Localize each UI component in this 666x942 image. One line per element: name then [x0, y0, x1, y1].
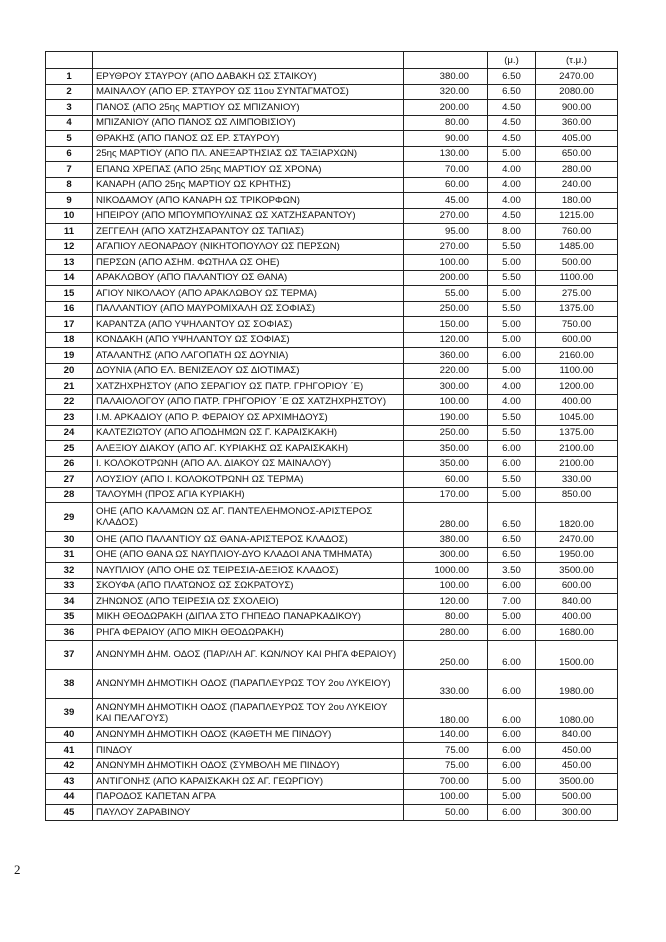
- length-value: 300.00: [404, 547, 488, 563]
- area-value: 1100.00: [536, 270, 618, 286]
- table-row: [46, 131, 618, 147]
- street-name: ΑΝΩΝΥΜΗ ΔΗΜΟΤΙΚΗ ΟΔΟΣ (ΣΥΜΒΟΛΗ ΜΕ ΠΙΝΔΟΥ): [93, 758, 404, 774]
- area-value: 450.00: [536, 743, 618, 759]
- length-value: 1000.00: [404, 563, 488, 579]
- width-value: 6.50: [488, 69, 536, 85]
- street-name: ΡΗΓΑ ΦΕΡΑΙΟΥ (ΑΠΟ ΜΙΚΗ ΘΕΟΔΩΡΑΚΗ): [93, 625, 404, 641]
- table-row: [46, 594, 618, 610]
- row-number: 6: [46, 146, 93, 162]
- row-number: 14: [46, 270, 93, 286]
- area-value: 1100.00: [536, 363, 618, 379]
- area-value: 900.00: [536, 100, 618, 116]
- area-value: 1080.00: [536, 698, 618, 727]
- length-value: 90.00: [404, 131, 488, 147]
- length-value: 280.00: [404, 503, 488, 532]
- length-value: 150.00: [404, 317, 488, 333]
- length-value: 75.00: [404, 758, 488, 774]
- length-value: 700.00: [404, 774, 488, 790]
- street-name: ΣΚΟΥΦΑ (ΑΠΟ ΠΛΑΤΩΝΟΣ ΩΣ ΣΩΚΡΑΤΟΥΣ): [93, 578, 404, 594]
- length-value: 250.00: [404, 425, 488, 441]
- table-row: [46, 208, 618, 224]
- width-value: 6.00: [488, 625, 536, 641]
- width-value: 5.00: [488, 363, 536, 379]
- table-row: [46, 84, 618, 100]
- row-number: 35: [46, 609, 93, 625]
- width-value: 4.50: [488, 208, 536, 224]
- length-value: 270.00: [404, 208, 488, 224]
- width-value: 4.00: [488, 379, 536, 395]
- length-value: 220.00: [404, 363, 488, 379]
- table-row: [46, 177, 618, 193]
- street-name: ΟΗΕ (ΑΠΟ ΠΑΛΑΝΤΙΟΥ ΩΣ ΘΑΝΑ-ΑΡΙΣΤΕΡΟΣ ΚΛΑΔΟΣ): [93, 532, 404, 548]
- street-name: ΠΕΡΣΩΝ (ΑΠΟ ΑΣΗΜ. ΦΩΤΗΛΑ ΩΣ ΟΗΕ): [93, 255, 404, 271]
- area-value: 1375.00: [536, 425, 618, 441]
- area-value: 240.00: [536, 177, 618, 193]
- row-number: 31: [46, 547, 93, 563]
- row-number: 32: [46, 563, 93, 579]
- area-value: 840.00: [536, 727, 618, 743]
- area-value: 2100.00: [536, 441, 618, 457]
- table-row: [46, 472, 618, 488]
- row-number: 9: [46, 193, 93, 209]
- table-row: [46, 547, 618, 563]
- row-number: 39: [46, 698, 93, 727]
- area-value: 2470.00: [536, 69, 618, 85]
- header-cell-area-unit: (τ.μ.): [536, 52, 618, 69]
- length-value: 130.00: [404, 146, 488, 162]
- length-value: 200.00: [404, 270, 488, 286]
- table-row: [46, 332, 618, 348]
- street-name: ΕΠΑΝΩ ΧΡΕΠΑΣ (ΑΠΟ 25ης ΜΑΡΤΙΟΥ ΩΣ ΧΡΟΝΑ): [93, 162, 404, 178]
- area-value: 360.00: [536, 115, 618, 131]
- width-value: 8.00: [488, 224, 536, 240]
- length-value: 100.00: [404, 789, 488, 805]
- width-value: 5.00: [488, 789, 536, 805]
- streets-table-sheet: [45, 51, 617, 821]
- row-number: 17: [46, 317, 93, 333]
- row-number: 3: [46, 100, 93, 116]
- street-name: ΠΑΛΑΙΟΛΟΓΟΥ (ΑΠΟ ΠΑΤΡ. ΓΡΗΓΟΡΙΟΥ ΄Ε ΩΣ ΧΑΤΖΗΧΡΗΣΤΟΥ): [93, 394, 404, 410]
- row-number: 5: [46, 131, 93, 147]
- area-value: 400.00: [536, 394, 618, 410]
- area-value: 3500.00: [536, 563, 618, 579]
- length-value: 50.00: [404, 805, 488, 821]
- length-value: 300.00: [404, 379, 488, 395]
- length-value: 80.00: [404, 609, 488, 625]
- width-value: 5.00: [488, 487, 536, 503]
- row-number: 24: [46, 425, 93, 441]
- table-row: [46, 669, 618, 698]
- length-value: 270.00: [404, 239, 488, 255]
- area-value: 2160.00: [536, 348, 618, 364]
- row-number: 18: [46, 332, 93, 348]
- row-number: 8: [46, 177, 93, 193]
- table-row: [46, 456, 618, 472]
- street-name: 25ης ΜΑΡΤΙΟΥ (ΑΠΟ ΠΛ. ΑΝΕΞΑΡΤΗΣΙΑΣ ΩΣ ΤΑΞΙΑΡΧΩΝ): [93, 146, 404, 162]
- length-value: 360.00: [404, 348, 488, 364]
- street-name: ΑΛΕΞΙΟΥ ΔΙΑΚΟΥ (ΑΠΟ ΑΓ. ΚΥΡΙΑΚΗΣ ΩΣ ΚΑΡΑΙΣΚΑΚΗ): [93, 441, 404, 457]
- row-number: 37: [46, 640, 93, 669]
- width-value: 6.00: [488, 441, 536, 457]
- length-value: 120.00: [404, 594, 488, 610]
- row-number: 19: [46, 348, 93, 364]
- width-value: 4.00: [488, 177, 536, 193]
- row-number: 22: [46, 394, 93, 410]
- street-name: ΔΟΥΝΙΑ (ΑΠΟ ΕΛ. ΒΕΝΙΖΕΛΟΥ ΩΣ ΔΙΟΤΙΜΑΣ): [93, 363, 404, 379]
- row-number: 16: [46, 301, 93, 317]
- width-value: 6.00: [488, 348, 536, 364]
- width-value: 7.00: [488, 594, 536, 610]
- street-name: ΠΑΡΟΔΟΣ ΚΑΠΕΤΑΝ ΑΓΡΑ: [93, 789, 404, 805]
- header-cell-length: [404, 52, 488, 69]
- width-value: 3.50: [488, 563, 536, 579]
- street-name: ΝΑΥΠΛΙΟΥ (ΑΠΟ ΟΗΕ ΩΣ ΤΕΙΡΕΣΙΑ-ΔΕΞΙΟΣ ΚΛΑΔΟΣ): [93, 563, 404, 579]
- street-name: ΠΑΝΟΣ (ΑΠΟ 25ης ΜΑΡΤΙΟΥ ΩΣ ΜΠΙΖΑΝΙΟΥ): [93, 100, 404, 116]
- width-value: 6.50: [488, 547, 536, 563]
- street-name: ΑΝΩΝΥΜΗ ΔΗΜΟΤΙΚΗ ΟΔΟΣ (ΚΑΘΕΤΗ ΜΕ ΠΙΝΔΟΥ): [93, 727, 404, 743]
- table-row: [46, 224, 618, 240]
- length-value: 250.00: [404, 640, 488, 669]
- table-row: [46, 394, 618, 410]
- street-name: ΚΑΝΑΡΗ (ΑΠΟ 25ης ΜΑΡΤΙΟΥ ΩΣ ΚΡΗΤΗΣ): [93, 177, 404, 193]
- row-number: 1: [46, 69, 93, 85]
- area-value: 500.00: [536, 255, 618, 271]
- table-row: [46, 286, 618, 302]
- table-row: [46, 425, 618, 441]
- width-value: 4.00: [488, 193, 536, 209]
- width-value: 6.00: [488, 698, 536, 727]
- page-number: 2: [14, 862, 21, 877]
- table-row: [46, 625, 618, 641]
- row-number: 45: [46, 805, 93, 821]
- width-value: 4.00: [488, 162, 536, 178]
- table-row: [46, 758, 618, 774]
- street-name: ΜΑΙΝΑΛΟΥ (ΑΠΟ ΕΡ. ΣΤΑΥΡΟΥ ΩΣ 11ου ΣΥΝΤΑΓΜΑΤΟΣ): [93, 84, 404, 100]
- length-value: 320.00: [404, 84, 488, 100]
- table-row: [46, 563, 618, 579]
- table-row: [46, 774, 618, 790]
- table-row: [46, 743, 618, 759]
- width-value: 6.50: [488, 503, 536, 532]
- area-value: 1045.00: [536, 410, 618, 426]
- table-row: [46, 100, 618, 116]
- table-row: [46, 410, 618, 426]
- area-value: 1200.00: [536, 379, 618, 395]
- width-value: 4.50: [488, 115, 536, 131]
- table-row: [46, 727, 618, 743]
- street-name: ΚΑΡΑΝΤΖΑ (ΑΠΟ ΥΨΗΛΑΝΤΟΥ ΩΣ ΣΟΦΙΑΣ): [93, 317, 404, 333]
- area-value: 2470.00: [536, 532, 618, 548]
- width-value: 5.00: [488, 286, 536, 302]
- row-number: 12: [46, 239, 93, 255]
- street-name: ΗΠΕΙΡΟΥ (ΑΠΟ ΜΠΟΥΜΠΟΥΛΙΝΑΣ ΩΣ ΧΑΤΖΗΣΑΡΑΝΤΟΥ): [93, 208, 404, 224]
- width-value: 6.50: [488, 84, 536, 100]
- width-value: 6.00: [488, 578, 536, 594]
- area-value: 600.00: [536, 332, 618, 348]
- area-value: 1375.00: [536, 301, 618, 317]
- row-number: 42: [46, 758, 93, 774]
- length-value: 170.00: [404, 487, 488, 503]
- width-value: 6.00: [488, 743, 536, 759]
- row-number: 2: [46, 84, 93, 100]
- table-row: [46, 115, 618, 131]
- width-value: 4.00: [488, 394, 536, 410]
- street-name: ΟΗΕ (ΑΠΟ ΚΑΛΑΜΩΝ ΩΣ ΑΓ. ΠΑΝΤΕΛΕΗΜΟΝΟΣ-ΑΡΙΣΤΕΡΟΣ ΚΛΑΔΟΣ): [93, 503, 404, 532]
- street-name: ΑΝΩΝΥΜΗ ΔΗΜΟΤΙΚΗ ΟΔΟΣ (ΠΑΡΑΠΛΕΥΡΩΣ ΤΟΥ 2ου ΛΥΚΕΙΟΥ ΚΑΙ ΠΕΛΑΓΟΥΣ): [93, 698, 404, 727]
- street-name: ΑΓΑΠΙΟΥ ΛΕΟΝΑΡΔΟΥ (ΝΙΚΗΤΟΠΟΥΛΟΥ ΩΣ ΠΕΡΣΩΝ): [93, 239, 404, 255]
- streets-table: [45, 51, 618, 821]
- area-value: 600.00: [536, 578, 618, 594]
- table-row: [46, 487, 618, 503]
- table-row: [46, 805, 618, 821]
- street-name: ΛΟΥΣΙΟΥ (ΑΠΟ Ι. ΚΟΛΟΚΟΤΡΩΝΗ ΩΣ ΤΕΡΜΑ): [93, 472, 404, 488]
- length-value: 140.00: [404, 727, 488, 743]
- row-number: 44: [46, 789, 93, 805]
- row-number: 41: [46, 743, 93, 759]
- table-row: [46, 698, 618, 727]
- street-name: ΖΗΝΩΝΟΣ (ΑΠΟ ΤΕΙΡΕΣΙΑ ΩΣ ΣΧΟΛΕΙΟ): [93, 594, 404, 610]
- width-value: 6.00: [488, 805, 536, 821]
- table-row: [46, 578, 618, 594]
- width-value: 5.00: [488, 332, 536, 348]
- length-value: 60.00: [404, 472, 488, 488]
- area-value: 1500.00: [536, 640, 618, 669]
- street-name: ΘΡΑΚΗΣ (ΑΠΟ ΠΑΝΟΣ ΩΣ ΕΡ. ΣΤΑΥΡΟΥ): [93, 131, 404, 147]
- area-value: 405.00: [536, 131, 618, 147]
- width-value: 4.50: [488, 100, 536, 116]
- table-row: [46, 193, 618, 209]
- width-value: 6.50: [488, 532, 536, 548]
- table-row: [46, 270, 618, 286]
- area-value: 1950.00: [536, 547, 618, 563]
- table-row: [46, 255, 618, 271]
- area-value: 500.00: [536, 789, 618, 805]
- length-value: 95.00: [404, 224, 488, 240]
- row-number: 7: [46, 162, 93, 178]
- length-value: 75.00: [404, 743, 488, 759]
- row-number: 25: [46, 441, 93, 457]
- area-value: 750.00: [536, 317, 618, 333]
- row-number: 13: [46, 255, 93, 271]
- length-value: 350.00: [404, 456, 488, 472]
- row-number: 34: [46, 594, 93, 610]
- street-name: ΤΑΛΟΥΜΗ (ΠΡΟΣ ΑΓΙΑ ΚΥΡΙΑΚΗ): [93, 487, 404, 503]
- street-name: ΑΤΑΛΑΝΤΗΣ (ΑΠΟ ΛΑΓΟΠΑΤΗ ΩΣ ΔΟΥΝΙΑ): [93, 348, 404, 364]
- row-number: 27: [46, 472, 93, 488]
- streets-table-body: [46, 52, 618, 821]
- street-name: ΑΓΙΟΥ ΝΙΚΟΛΑΟΥ (ΑΠΟ ΑΡΑΚΛΩΒΟΥ ΩΣ ΤΕΡΜΑ): [93, 286, 404, 302]
- length-value: 70.00: [404, 162, 488, 178]
- street-name: ΧΑΤΖΗΧΡΗΣΤΟΥ (ΑΠΟ ΣΕΡΑΓΙΟΥ ΩΣ ΠΑΤΡ. ΓΡΗΓΟΡΙΟΥ ΄Ε): [93, 379, 404, 395]
- street-name: ΕΡΥΘΡΟΥ ΣΤΑΥΡΟΥ (ΑΠΟ ΔΑΒΑΚΗ ΩΣ ΣΤΑΙΚΟΥ): [93, 69, 404, 85]
- table-row: [46, 146, 618, 162]
- length-value: 80.00: [404, 115, 488, 131]
- table-row: [46, 301, 618, 317]
- table-row: [46, 532, 618, 548]
- length-value: 330.00: [404, 669, 488, 698]
- street-name: ΜΠΙΖΑΝΙΟΥ (ΑΠΟ ΠΑΝΟΣ ΩΣ ΛΙΜΠΟΒΙΣΙΟΥ): [93, 115, 404, 131]
- row-number: 43: [46, 774, 93, 790]
- width-value: 5.50: [488, 425, 536, 441]
- area-value: 760.00: [536, 224, 618, 240]
- area-value: 840.00: [536, 594, 618, 610]
- street-name: ΠΑΥΛΟΥ ΖΑΡΑΒΙΝΟΥ: [93, 805, 404, 821]
- row-number: 36: [46, 625, 93, 641]
- table-row: [46, 503, 618, 532]
- width-value: 5.00: [488, 317, 536, 333]
- width-value: 5.50: [488, 301, 536, 317]
- width-value: 5.00: [488, 146, 536, 162]
- table-row: [46, 379, 618, 395]
- area-value: 1485.00: [536, 239, 618, 255]
- table-row: [46, 789, 618, 805]
- row-number: 40: [46, 727, 93, 743]
- header-cell-name: [93, 52, 404, 69]
- table-row: [46, 640, 618, 669]
- row-number: 15: [46, 286, 93, 302]
- street-name: ΟΗΕ (ΑΠΟ ΘΑΝΑ ΩΣ ΝΑΥΠΛΙΟΥ-ΔΥΟ ΚΛΑΔΟΙ ΑΝΑ ΤΜΗΜΑΤΑ): [93, 547, 404, 563]
- width-value: 5.00: [488, 609, 536, 625]
- length-value: 190.00: [404, 410, 488, 426]
- area-value: 1215.00: [536, 208, 618, 224]
- width-value: 5.00: [488, 774, 536, 790]
- width-value: 6.00: [488, 727, 536, 743]
- width-value: 4.50: [488, 131, 536, 147]
- width-value: 6.00: [488, 640, 536, 669]
- length-value: 250.00: [404, 301, 488, 317]
- area-value: 450.00: [536, 758, 618, 774]
- street-name: Ι. ΚΟΛΟΚΟΤΡΩΝΗ (ΑΠΟ ΑΛ. ΔΙΑΚΟΥ ΩΣ ΜΑΙΝΑΛΟΥ): [93, 456, 404, 472]
- street-name: ΑΝΩΝΥΜΗ ΔΗΜ. ΟΔΟΣ (ΠΑΡ/ΛΗ ΑΓ. ΚΩΝ/ΝΟΥ ΚΑΙ ΡΗΓΑ ΦΕΡΑΙΟΥ): [93, 640, 404, 669]
- street-name: ΠΙΝΔΟΥ: [93, 743, 404, 759]
- row-number: 23: [46, 410, 93, 426]
- area-value: 1820.00: [536, 503, 618, 532]
- street-name: ΜΙΚΗ ΘΕΟΔΩΡΑΚΗ (ΔΙΠΛΑ ΣΤΟ ΓΗΠΕΔΟ ΠΑΝΑΡΚΑΔΙΚΟΥ): [93, 609, 404, 625]
- row-number: 10: [46, 208, 93, 224]
- street-name: ΚΑΛΤΕΖΙΩΤΟΥ (ΑΠΟ ΑΠΟΔΗΜΩΝ ΩΣ Γ. ΚΑΡΑΙΣΚΑΚΗ): [93, 425, 404, 441]
- length-value: 280.00: [404, 625, 488, 641]
- length-value: 100.00: [404, 255, 488, 271]
- area-value: 2100.00: [536, 456, 618, 472]
- area-value: 280.00: [536, 162, 618, 178]
- width-value: 6.00: [488, 669, 536, 698]
- area-value: 2080.00: [536, 84, 618, 100]
- length-value: 380.00: [404, 532, 488, 548]
- table-row: [46, 609, 618, 625]
- table-row: [46, 162, 618, 178]
- street-name: Ι.Μ. ΑΡΚΑΔΙΟΥ (ΑΠΟ Ρ. ΦΕΡΑΙΟΥ ΩΣ ΑΡΧΙΜΗΔΟΥΣ): [93, 410, 404, 426]
- street-name: ΑΝΩΝΥΜΗ ΔΗΜΟΤΙΚΗ ΟΔΟΣ (ΠΑΡΑΠΛΕΥΡΩΣ ΤΟΥ 2ου ΛΥΚΕΙΟΥ): [93, 669, 404, 698]
- table-row: [46, 317, 618, 333]
- length-value: 60.00: [404, 177, 488, 193]
- length-value: 45.00: [404, 193, 488, 209]
- length-value: 180.00: [404, 698, 488, 727]
- row-number: 29: [46, 503, 93, 532]
- area-value: 650.00: [536, 146, 618, 162]
- header-cell-number: [46, 52, 93, 69]
- street-name: ΝΙΚΟΔΑΜΟΥ (ΑΠΟ ΚΑΝΑΡΗ ΩΣ ΤΡΙΚΟΡΦΩΝ): [93, 193, 404, 209]
- street-name: ΑΡΑΚΛΩΒΟΥ (ΑΠΟ ΠΑΛΑΝΤΙΟΥ ΩΣ ΘΑΝΑ): [93, 270, 404, 286]
- width-value: 5.50: [488, 472, 536, 488]
- row-number: 11: [46, 224, 93, 240]
- table-row: [46, 348, 618, 364]
- row-number: 28: [46, 487, 93, 503]
- area-value: 1680.00: [536, 625, 618, 641]
- table-row: [46, 441, 618, 457]
- street-name: ΑΝΤΙΓΟΝΗΣ (ΑΠΟ ΚΑΡΑΙΣΚΑΚΗ ΩΣ ΑΓ. ΓΕΩΡΓΙΟΥ): [93, 774, 404, 790]
- table-row: [46, 239, 618, 255]
- row-number: 38: [46, 669, 93, 698]
- length-value: 55.00: [404, 286, 488, 302]
- table-row: [46, 69, 618, 85]
- area-value: 400.00: [536, 609, 618, 625]
- table-header-row: [46, 52, 618, 69]
- width-value: 5.50: [488, 410, 536, 426]
- area-value: 330.00: [536, 472, 618, 488]
- table-row: [46, 363, 618, 379]
- header-cell-width-unit: (μ.): [488, 52, 536, 69]
- row-number: 33: [46, 578, 93, 594]
- width-value: 5.50: [488, 270, 536, 286]
- width-value: 5.00: [488, 255, 536, 271]
- row-number: 21: [46, 379, 93, 395]
- length-value: 380.00: [404, 69, 488, 85]
- width-value: 5.50: [488, 239, 536, 255]
- street-name: ΠΑΛΛΑΝΤΙΟΥ (ΑΠΟ ΜΑΥΡΟΜΙΧΑΛΗ ΩΣ ΣΟΦΙΑΣ): [93, 301, 404, 317]
- area-value: 300.00: [536, 805, 618, 821]
- area-value: 850.00: [536, 487, 618, 503]
- row-number: 26: [46, 456, 93, 472]
- area-value: 275.00: [536, 286, 618, 302]
- width-value: 6.00: [488, 456, 536, 472]
- street-name: ΖΕΓΓΕΛΗ (ΑΠΟ ΧΑΤΖΗΣΑΡΑΝΤΟΥ ΩΣ ΤΑΠΙΑΣ): [93, 224, 404, 240]
- length-value: 100.00: [404, 578, 488, 594]
- row-number: 4: [46, 115, 93, 131]
- length-value: 350.00: [404, 441, 488, 457]
- length-value: 200.00: [404, 100, 488, 116]
- area-value: 1980.00: [536, 669, 618, 698]
- length-value: 120.00: [404, 332, 488, 348]
- street-name: ΚΟΝΔΑΚΗ (ΑΠΟ ΥΨΗΛΑΝΤΟΥ ΩΣ ΣΟΦΙΑΣ): [93, 332, 404, 348]
- area-value: 180.00: [536, 193, 618, 209]
- row-number: 20: [46, 363, 93, 379]
- width-value: 6.00: [488, 758, 536, 774]
- row-number: 30: [46, 532, 93, 548]
- area-value: 3500.00: [536, 774, 618, 790]
- length-value: 100.00: [404, 394, 488, 410]
